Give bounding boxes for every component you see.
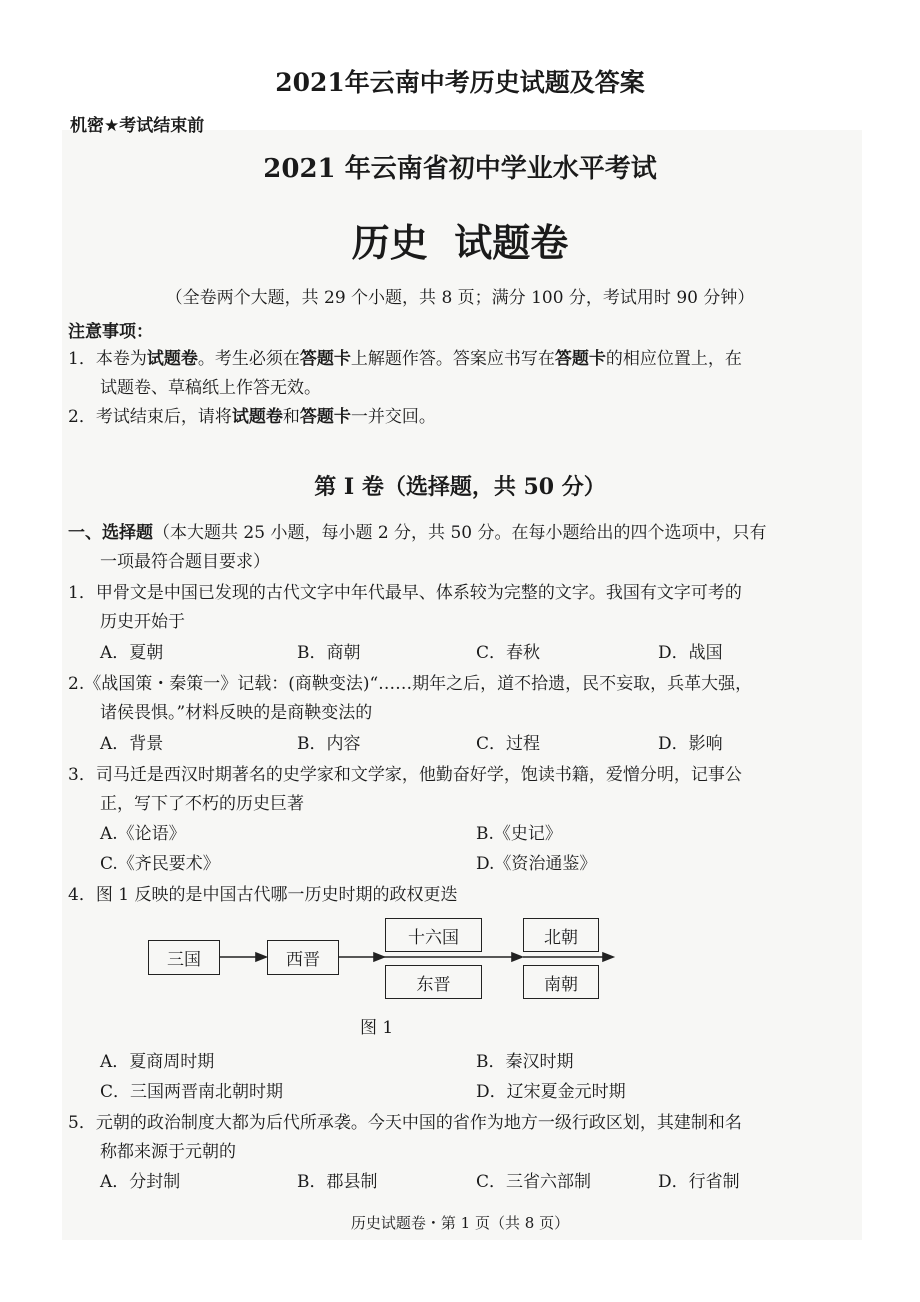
q3-option-c: C.《齐民要术》 [100,854,220,874]
note-bold: 答题卡 [554,349,606,369]
arrow-head [256,953,266,961]
q1-option-a: A．夏朝 [100,643,164,663]
q2-option-c: C．过程 [476,734,541,754]
q3-option-b: B.《史记》 [476,824,562,844]
q2-stem-cont: 诸侯畏惧。”材料反映的是商鞅变法的 [100,703,373,723]
q4-option-b: B．秦汉时期 [476,1052,574,1072]
q1-stem-cont: 历史开始于 [100,612,185,632]
notes-heading: 注意事项： [68,322,153,342]
note-text: 和 [282,407,300,427]
note-bold: 试题卷 [231,407,283,427]
box-nanchao: 南朝 [523,965,599,999]
note-text: 。考生必须在 [197,349,300,369]
box-xijin: 西晋 [267,940,339,975]
note-bold: 答题卡 [299,407,351,427]
exam-title: 2021 年云南省初中学业水平考试 [263,154,657,184]
q5-option-c: C．三省六部制 [476,1172,592,1192]
subject-title: 历史 试题卷 [351,220,569,265]
note-text: 2．考试结束后，请将 [68,407,232,427]
q2-option-a: A．背景 [100,734,164,754]
q5-option-d: D．行省制 [658,1172,740,1192]
note-text: 的相应位置上，在 [605,349,742,369]
q5-option-b: B．郡县制 [297,1172,378,1192]
box-sanguo: 三国 [148,940,220,975]
q4-option-c: C．三国两晋南北朝时期 [100,1082,284,1102]
note-text: 1．本卷为 [68,349,147,369]
document-title: 2021年云南中考历史试题及答案 [275,68,645,97]
q3-option-d: D.《资治通鉴》 [476,854,597,874]
q2-option-d: D．影响 [658,734,723,754]
q2-option-b: B．内容 [297,734,361,754]
q4-stem: 4．图 1 反映的是中国古代哪一历史时期的政权更迭 [68,885,458,905]
q3-stem: 3．司马迁是西汉时期著名的史学家和文学家，他勤奋好学，饱读书籍，爱憎分明，记事公 [68,765,742,785]
box-shiliuguo: 十六国 [385,918,482,952]
q1-option-b: B．商朝 [297,643,361,663]
secret-label: 机密★考试结束前 [70,116,205,136]
q1-option-d: D．战国 [658,643,723,663]
part-label: 一、选择题 [68,523,153,543]
section-title: 第 I 卷（选择题，共 50 分） [314,474,606,500]
part1-desc-cont: 一项最符合题目要求） [100,552,270,572]
note-1-cont: 试题卷、草稿纸上作答无效。 [100,378,321,398]
note-text: 一并交回。 [350,407,436,427]
q1-option-c: C．春秋 [476,643,541,663]
q1-stem: 1．甲骨文是中国已发现的古代文字中年代最早、体系较为完整的文字。我国有文字可考的 [68,583,742,603]
note-bold: 试题卷 [146,349,198,369]
arrow-head [603,953,613,961]
q2-stem: 2.《战国策・秦策一》记载：(商鞅变法)“……期年之后，道不拾遗，民不妄取，兵革大强， [68,674,753,694]
note-bold: 答题卡 [299,349,351,369]
page-footer: 历史试题卷・第 1 页（共 8 页） [350,1214,570,1232]
q3-option-a: A.《论语》 [100,824,186,844]
exam-info: （全卷两个大题，共 29 个小题，共 8 页；满分 100 分，考试用时 90 分钟） [165,288,755,308]
q5-stem: 5．元朝的政治制度大都为后代所承袭。今天中国的省作为地方一级行政区划，其建制和名 [68,1113,742,1133]
q5-stem-cont: 称都来源于元朝的 [100,1142,236,1162]
note-text: 上解题作答。答案应书写在 [350,349,555,369]
arrow-head [374,953,384,961]
q3-stem-cont: 正，写下了不朽的历史巨著 [100,794,304,814]
figure-caption: 图 1 [360,1018,394,1038]
box-beichao: 北朝 [523,918,599,952]
arrow-head [512,953,522,961]
q4-option-a: A．夏商周时期 [100,1052,215,1072]
box-dongjin: 东晋 [385,965,482,999]
part-desc: （本大题共 25 小题，每小题 2 分，共 50 分。在每小题给出的四个选项中，只有 [153,523,767,543]
q5-option-a: A．分封制 [100,1172,181,1192]
q4-option-d: D．辽宋夏金元时期 [476,1082,626,1102]
